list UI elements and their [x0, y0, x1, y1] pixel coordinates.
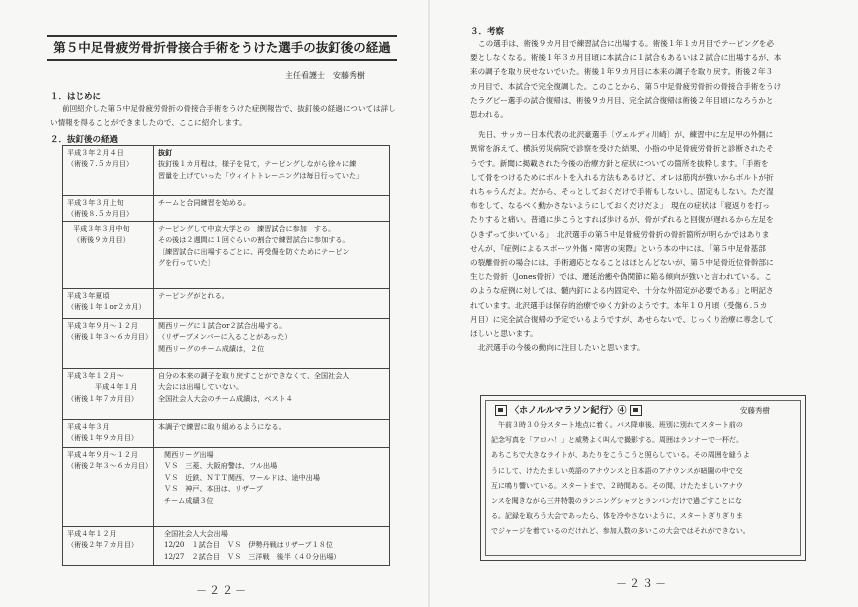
discussion-body: この選手は、術後９カ月目で練習試合に出場する。術後１年１カ月目でテーピングを必 要としなくなる。術後１年３カ月目頃に本試合に１試合もあるいは２試合に出場するが、本 来の調子を取り戻せないでいた。術後１年９カ月目に本来の調子を取り戻す。術後２年３ カ月目で、本試合で完全復調した。このことから、第５中足骨疲労骨折の骨接合手術をうけ たラグビー選手の試合復帰は、術後９カ月目、完全試合復帰は術後２年目頃になろうかと 思われる。 先日、サッカー日本代表の北沢豪選手〔ヴェルディ川崎〕が、練習中に左足甲の外側に 異常を訴えて、横浜労災病院で診察を受けた結果、小指の中足骨疲労骨折と診断されたそ うです。新聞に掲載された今後の治療方針と症状についての箇所を抜粋します。「手術を して骨をつけるためにボルトを入れる方法もあるけど、オレは筋肉が強いからボルトが折 れちゃうんだよ。だから、そっとしておくだけで手術もしないし、固定もしない。ただ湿 布をして、なるべく動かさないようにしておくだけだよ」 現在の症状は「寝返りを打っ たりすると痛い。普通に歩こうとすれば歩けるが、骨がずれると回復が遅れるから左足を ひきずって歩いている」 北沢選手の第５中足骨疲労骨折の骨折箇所が明らかではありま せんが、『症例によるスポーツ外傷・障害の実際』という本の中には、「第５中足骨基部 の裂離骨折の場合には、手術適応となることはほとんどないが、第５中足骨近位骨幹部に 生じた骨折（Jones骨折）では、遷延治癒や偽関節に陥る傾向が強いと言われている。こ のような症例に対しては、髄内釘による内固定や、十分な外固定が必要である」と明記さ れています。北沢選手は保存的治療でゆく方針のようです。本年１０月頃（受傷６.５カ 月目）に完全試合復帰の予定でいるようですが、あせらないで、じっくり治療に専念して ほしいと思います。 北沢選手の今後の動向に注目したいと思います。: [470, 39, 782, 353]
date-cell: 平成３年１２月～ 平成４年１月 （術後１年７カ月目）: [63, 369, 154, 420]
runner-icon: [495, 405, 507, 416]
column-title: 〈ホノルルマラソン紀行〉④: [495, 403, 642, 416]
table-row: [63, 222, 390, 289]
table-row: [63, 369, 390, 420]
table-row: [63, 319, 390, 369]
event-cell: テーピングがとれる。: [154, 289, 390, 319]
runner-icon: [630, 405, 642, 416]
event-cell: チームと合同練習を始める。: [154, 196, 390, 222]
date-cell: 平成４年１２月 （術後２年７カ月目）: [63, 527, 154, 566]
event-cell: 関西リーグ出場 ＶＳ 三菱、大阪府警は、フル出場 ＶＳ 近鉄、ＮＴＴ関西、ワールドは、途中出場 ＶＳ 神戸、本田は、リザーブ チーム成績３位: [154, 448, 390, 527]
article-title: 第５中足骨疲労骨折骨接合手術をうけた選手の抜釘後の経過: [47, 35, 397, 61]
author-line: 主任看護士 安藤秀樹: [285, 71, 365, 80]
table-row: [63, 420, 390, 448]
section-heading-intro: １．はじめに: [50, 92, 102, 102]
date-cell: 平成４年３月 （術後１年９カ月目）: [63, 420, 154, 448]
table-row: [63, 289, 390, 319]
date-cell: 平成３年２月４日 （術後７.５カ月目）: [63, 146, 154, 196]
page-number-left: －２２－: [196, 584, 248, 597]
table-row: [63, 146, 390, 196]
event-cell: 自分の本来の調子を取り戻すことができなくて、全国社会人 大会には出場していない。 全国社会人大会のチーム成績は，ベスト４: [154, 369, 390, 420]
date-cell: 平成３年３月上旬 （術後８.５カ月目）: [63, 196, 154, 222]
timeline-table: [62, 145, 390, 566]
table-row: [63, 527, 390, 566]
table-row: [63, 196, 390, 222]
event-cell: 全国社会人大会出場 12/20 １試合目 ＶＳ 伊勢丹戦はリザーブ１８位 12/27 ２試合目 ＶＳ 三洋戦 後半（４０分出場）: [154, 527, 390, 566]
event-cell: テーピングして中京大学との 練習試合に参加 する。 その後は２週間に１回ぐらいの割合で練習試合に参加する。 〔練習試合に出場するごとに、再受傷を防ぐためにテーピン グを行っていた〕: [154, 222, 390, 289]
event-cell: 関西リーグに１試合or２試合出場する。 （リザーブメンバーに入ることがあった） 関西リーグのチーム成績は，２位: [154, 319, 390, 369]
table-row: [63, 448, 390, 527]
date-cell: 平成４年９月～１２月 （術後２年３～６カ月目）: [63, 448, 154, 527]
date-cell: 平成３年３月中旬 （術後９カ月目）: [63, 222, 154, 289]
event-cell: 抜釘 抜釘後１カ月程は，様子を見て，テーピングしながら徐々に練 習量を上げていった「ウィイトトレーニングは毎日行っていた」: [154, 146, 390, 196]
column-body: 午前３時３０分スタート地点に着く。バス降車後、班別に別れてスタート前の 記念写真を「アロハ！」と威勢よく叫んで撮影する。周囲はランナーで一杯だ。 あちこちで大きなライトが、あたりをこうこうと照らしている。その周囲を縫うよ うにして、けたたましい英語のアナウンスと日本語のアナウンスが暗闇の中で交 互に鳴り響いている。スタートまで、２時間ある。その間、けたたましいアナウ ンスを聞きながら三井特製のランニングシャツとランパンだけで過ごすことにな る。記録を取ろう大会であったら、体を冷やさないように、スタートぎりぎりま でジャージを着ているのだけれど、参加人数の多いこの大会ではそれができない。: [491, 421, 750, 536]
event-cell: 本調子で練習に取り組めるようになる。: [154, 420, 390, 448]
date-cell: 平成３年９月～１２月 （術後１年３～６カ月目）: [63, 319, 154, 369]
intro-paragraph: 前回紹介した第５中足骨疲労骨折の骨接合手術をうけた症例報告で、抜釘後の経過については詳しい情報を得ることができましたので、ここに紹介します。: [50, 104, 396, 128]
page-number-right: －２３－: [616, 577, 668, 590]
section-heading-timeline: ２．抜釘後の経過: [50, 135, 119, 145]
section-heading-discussion: ３．考察: [470, 27, 505, 37]
date-cell: 平成３年夏頃 （術後１年１or２カ月）: [63, 289, 154, 319]
column-author: 安藤秀樹: [740, 406, 770, 415]
